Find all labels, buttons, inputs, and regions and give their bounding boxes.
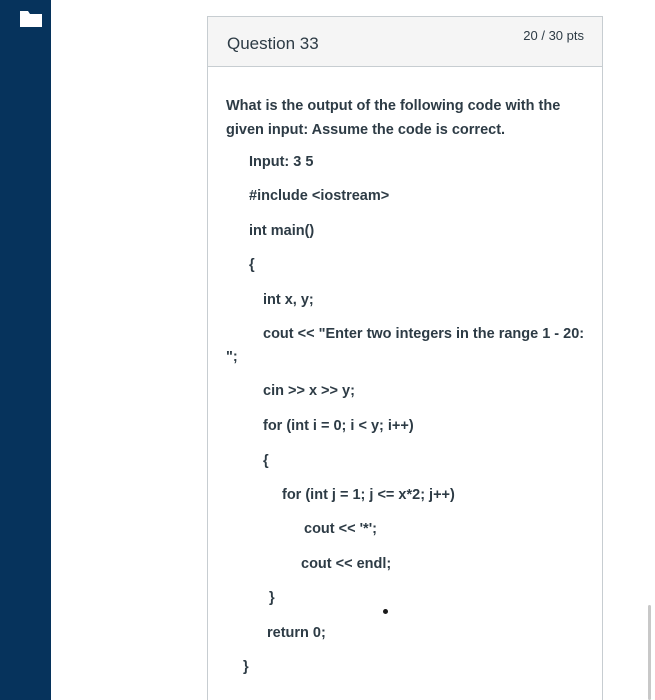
code-cout-endl-line: cout << endl; bbox=[301, 556, 392, 572]
code-include-line: #include <iostream> bbox=[249, 188, 390, 204]
question-title: Question 33 bbox=[227, 34, 319, 53]
scrollbar[interactable] bbox=[648, 605, 651, 700]
code-open-brace-inner: { bbox=[263, 453, 269, 469]
code-close-brace: } bbox=[243, 659, 249, 675]
code-cout-star-line: cout << '*'; bbox=[304, 521, 377, 537]
code-cout-prompt-end: "; bbox=[226, 349, 238, 365]
code-input-line: Input: 3 5 bbox=[249, 154, 314, 170]
code-for-inner-line: for (int j = 1; j <= x*2; j++) bbox=[282, 487, 455, 503]
code-cout-prompt-line: cout << "Enter two integers in the range 1 - 20: bbox=[263, 326, 585, 342]
question-header bbox=[208, 17, 602, 67]
code-return-line: return 0; bbox=[267, 625, 326, 641]
code-open-brace: { bbox=[249, 257, 255, 273]
code-close-brace-inner: } bbox=[269, 590, 275, 606]
left-sidebar bbox=[0, 0, 51, 700]
code-for-outer-line: for (int i = 0; i < y; i++) bbox=[263, 418, 414, 434]
code-cin-line: cin >> x >> y; bbox=[263, 383, 355, 399]
cursor-dot bbox=[383, 609, 388, 614]
folder-icon[interactable] bbox=[18, 9, 44, 29]
question-points: 20 / 30 pts bbox=[523, 28, 584, 43]
code-main-line: int main() bbox=[249, 223, 315, 239]
question-prompt: What is the output of the following code with the given input: Assume the code is correct. bbox=[226, 98, 561, 138]
code-decl-line: int x, y; bbox=[263, 292, 314, 308]
